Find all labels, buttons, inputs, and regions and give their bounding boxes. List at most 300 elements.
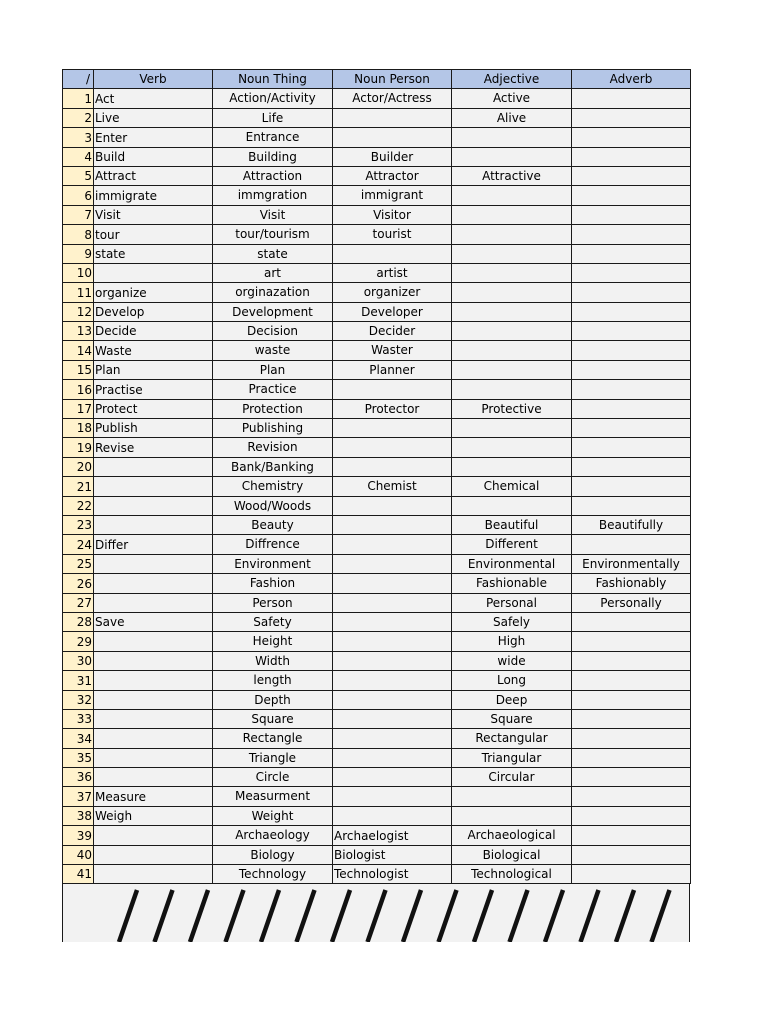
row-number-cell[interactable]: 38: [63, 806, 94, 825]
row-number-cell[interactable]: 40: [63, 845, 94, 864]
table-row: [63, 845, 691, 864]
noun-person-cell[interactable]: [333, 574, 452, 593]
adverb-cell[interactable]: [572, 244, 691, 263]
noun-person-cell[interactable]: Actor/Actress: [333, 89, 452, 108]
slash-mark: [119, 890, 137, 942]
adverb-cell[interactable]: [572, 341, 691, 360]
column-header-adjective[interactable]: Adjective: [452, 70, 572, 89]
adjective-cell[interactable]: Biological: [452, 845, 572, 864]
row-number-cell[interactable]: 26: [63, 574, 94, 593]
table-row: [63, 729, 691, 748]
noun-person-cell[interactable]: Builder: [333, 147, 452, 166]
table-row: [63, 690, 691, 709]
adjective-cell[interactable]: Triangular: [452, 748, 572, 767]
noun-person-cell[interactable]: [333, 787, 452, 806]
noun-thing-cell[interactable]: length: [213, 671, 333, 690]
noun-thing-cell[interactable]: Diffrence: [213, 535, 333, 554]
adjective-cell[interactable]: [452, 302, 572, 321]
adjective-cell[interactable]: [452, 147, 572, 166]
verb-cell[interactable]: [94, 263, 213, 282]
verb-cell[interactable]: [94, 748, 213, 767]
noun-person-cell[interactable]: Technologist: [333, 865, 452, 884]
adverb-cell[interactable]: Environmentally: [572, 554, 691, 573]
slash-mark: [155, 890, 173, 942]
adverb-cell[interactable]: [572, 438, 691, 457]
verb-cell[interactable]: Waste: [94, 341, 213, 360]
verb-cell[interactable]: Weigh: [94, 806, 213, 825]
noun-thing-cell[interactable]: Plan: [213, 360, 333, 379]
noun-thing-cell[interactable]: Publishing: [213, 419, 333, 438]
row-number-cell[interactable]: 39: [63, 826, 94, 845]
adjective-cell[interactable]: Alive: [452, 108, 572, 127]
slash-mark: [226, 890, 244, 942]
verb-cell[interactable]: immigrate: [94, 186, 213, 205]
verb-cell[interactable]: Enter: [94, 128, 213, 147]
verb-cell[interactable]: [94, 593, 213, 612]
table-row: [63, 535, 691, 554]
noun-person-cell[interactable]: Visitor: [333, 205, 452, 224]
table-row: [63, 322, 691, 341]
noun-person-cell[interactable]: [333, 748, 452, 767]
noun-person-cell[interactable]: Archaelogist: [333, 826, 452, 845]
adverb-cell[interactable]: [572, 787, 691, 806]
adverb-cell[interactable]: [572, 263, 691, 282]
noun-thing-cell[interactable]: Chemistry: [213, 477, 333, 496]
adjective-cell[interactable]: [452, 457, 572, 476]
noun-person-cell[interactable]: [333, 535, 452, 554]
adverb-cell[interactable]: [572, 845, 691, 864]
verb-cell[interactable]: [94, 729, 213, 748]
adverb-cell[interactable]: [572, 108, 691, 127]
row-number-cell[interactable]: 10: [63, 263, 94, 282]
noun-person-cell[interactable]: immigrant: [333, 186, 452, 205]
adverb-cell[interactable]: [572, 671, 691, 690]
verb-cell[interactable]: [94, 457, 213, 476]
table-row: [63, 632, 691, 651]
row-number-cell[interactable]: 21: [63, 477, 94, 496]
adjective-cell[interactable]: [452, 787, 572, 806]
noun-thing-cell[interactable]: Protection: [213, 399, 333, 418]
noun-thing-cell[interactable]: Entrance: [213, 128, 333, 147]
verb-cell[interactable]: Act: [94, 89, 213, 108]
adjective-cell[interactable]: High: [452, 632, 572, 651]
noun-thing-cell[interactable]: Action/Activity: [213, 89, 333, 108]
row-number-cell[interactable]: 34: [63, 729, 94, 748]
noun-person-cell[interactable]: organizer: [333, 283, 452, 302]
adverb-cell[interactable]: [572, 709, 691, 728]
noun-person-cell[interactable]: Chemist: [333, 477, 452, 496]
verb-cell[interactable]: [94, 477, 213, 496]
verb-cell[interactable]: Develop: [94, 302, 213, 321]
noun-thing-cell[interactable]: Measurment: [213, 787, 333, 806]
noun-person-cell[interactable]: [333, 496, 452, 515]
adjective-cell[interactable]: Safely: [452, 612, 572, 631]
adjective-cell[interactable]: [452, 380, 572, 399]
table-row: [63, 787, 691, 806]
table-row: [63, 671, 691, 690]
adverb-cell[interactable]: [572, 535, 691, 554]
adjective-cell[interactable]: [452, 419, 572, 438]
noun-thing-cell[interactable]: Depth: [213, 690, 333, 709]
noun-person-cell[interactable]: [333, 768, 452, 787]
noun-person-cell[interactable]: [333, 438, 452, 457]
adjective-cell[interactable]: Square: [452, 709, 572, 728]
verb-cell[interactable]: [94, 671, 213, 690]
row-number-cell[interactable]: 2: [63, 108, 94, 127]
noun-person-cell[interactable]: [333, 651, 452, 670]
row-number-cell[interactable]: 8: [63, 225, 94, 244]
noun-person-cell[interactable]: [333, 729, 452, 748]
noun-person-cell[interactable]: Biologist: [333, 845, 452, 864]
table-row: [63, 438, 691, 457]
slash-mark: [474, 890, 492, 942]
adjective-cell[interactable]: [452, 806, 572, 825]
verb-cell[interactable]: Differ: [94, 535, 213, 554]
adjective-cell[interactable]: [452, 496, 572, 515]
adverb-cell[interactable]: [572, 128, 691, 147]
row-number-cell[interactable]: 17: [63, 399, 94, 418]
row-number-cell[interactable]: 18: [63, 419, 94, 438]
slash-decoration: [63, 884, 689, 942]
noun-thing-cell[interactable]: Rectangle: [213, 729, 333, 748]
verb-cell[interactable]: [94, 826, 213, 845]
row-number-cell[interactable]: 23: [63, 515, 94, 534]
adjective-cell[interactable]: [452, 225, 572, 244]
adjective-cell[interactable]: Beautiful: [452, 515, 572, 534]
table-row: [63, 806, 691, 825]
noun-thing-cell[interactable]: Practice: [213, 380, 333, 399]
noun-thing-cell[interactable]: Archaeology: [213, 826, 333, 845]
adjective-cell[interactable]: Technological: [452, 865, 572, 884]
vocabulary-sheet: [62, 69, 690, 942]
noun-person-cell[interactable]: [333, 515, 452, 534]
noun-person-cell[interactable]: [333, 806, 452, 825]
noun-person-cell[interactable]: [333, 108, 452, 127]
adjective-cell[interactable]: Archaeological: [452, 826, 572, 845]
noun-thing-cell[interactable]: art: [213, 263, 333, 282]
slash-mark: [545, 890, 563, 942]
adverb-cell[interactable]: [572, 729, 691, 748]
noun-thing-cell[interactable]: tour/tourism: [213, 225, 333, 244]
noun-person-cell[interactable]: [333, 457, 452, 476]
table-row: [63, 128, 691, 147]
verb-cell[interactable]: [94, 554, 213, 573]
verb-cell[interactable]: [94, 690, 213, 709]
adjective-cell[interactable]: [452, 322, 572, 341]
row-number-cell[interactable]: 20: [63, 457, 94, 476]
adverb-cell[interactable]: [572, 186, 691, 205]
table-row: [63, 380, 691, 399]
adverb-cell[interactable]: [572, 612, 691, 631]
noun-thing-cell[interactable]: orginazation: [213, 283, 333, 302]
adjective-cell[interactable]: Protective: [452, 399, 572, 418]
adverb-cell[interactable]: Beautifully: [572, 515, 691, 534]
adjective-cell[interactable]: Circular: [452, 768, 572, 787]
adverb-cell[interactable]: [572, 826, 691, 845]
adjective-cell[interactable]: Active: [452, 89, 572, 108]
adverb-cell[interactable]: [572, 496, 691, 515]
noun-person-cell[interactable]: [333, 554, 452, 573]
noun-thing-cell[interactable]: Technology: [213, 865, 333, 884]
verb-cell[interactable]: [94, 574, 213, 593]
noun-person-cell[interactable]: [333, 128, 452, 147]
adverb-cell[interactable]: [572, 457, 691, 476]
row-number-cell[interactable]: 13: [63, 322, 94, 341]
slash-mark: [297, 890, 315, 942]
noun-thing-cell[interactable]: Wood/Woods: [213, 496, 333, 515]
noun-thing-cell[interactable]: Circle: [213, 768, 333, 787]
table-row: [63, 147, 691, 166]
verb-cell[interactable]: [94, 845, 213, 864]
table-row: [63, 709, 691, 728]
adjective-cell[interactable]: [452, 263, 572, 282]
row-number-cell[interactable]: 19: [63, 438, 94, 457]
row-number-cell[interactable]: 12: [63, 302, 94, 321]
noun-person-cell[interactable]: [333, 244, 452, 263]
noun-thing-cell[interactable]: immgration: [213, 186, 333, 205]
adjective-cell[interactable]: Personal: [452, 593, 572, 612]
adjective-cell[interactable]: Deep: [452, 690, 572, 709]
noun-thing-cell[interactable]: Attraction: [213, 166, 333, 185]
row-number-cell[interactable]: 6: [63, 186, 94, 205]
adverb-cell[interactable]: [572, 302, 691, 321]
adjective-cell[interactable]: [452, 186, 572, 205]
adverb-cell[interactable]: [572, 651, 691, 670]
noun-person-cell[interactable]: [333, 709, 452, 728]
adverb-cell[interactable]: [572, 477, 691, 496]
row-number-cell[interactable]: 24: [63, 535, 94, 554]
column-header-noun-thing[interactable]: Noun Thing: [213, 70, 333, 89]
noun-thing-cell[interactable]: Safety: [213, 612, 333, 631]
adverb-cell[interactable]: [572, 322, 691, 341]
slash-mark: [403, 890, 421, 942]
adverb-cell[interactable]: [572, 632, 691, 651]
verb-cell[interactable]: Practise: [94, 380, 213, 399]
adverb-cell[interactable]: [572, 419, 691, 438]
noun-person-cell[interactable]: Planner: [333, 360, 452, 379]
adjective-cell[interactable]: [452, 205, 572, 224]
verb-cell[interactable]: [94, 709, 213, 728]
noun-thing-cell[interactable]: Development: [213, 302, 333, 321]
row-number-cell[interactable]: 5: [63, 166, 94, 185]
verb-cell[interactable]: [94, 496, 213, 515]
noun-thing-cell[interactable]: Beauty: [213, 515, 333, 534]
adverb-cell[interactable]: [572, 283, 691, 302]
word-forms-table: [62, 69, 691, 884]
table-row: [63, 865, 691, 884]
slash-mark: [652, 890, 670, 942]
verb-cell[interactable]: [94, 865, 213, 884]
noun-person-cell[interactable]: [333, 671, 452, 690]
noun-person-cell[interactable]: Waster: [333, 341, 452, 360]
noun-person-cell[interactable]: [333, 612, 452, 631]
adverb-cell[interactable]: [572, 147, 691, 166]
noun-thing-cell[interactable]: Decision: [213, 322, 333, 341]
row-number-cell[interactable]: 31: [63, 671, 94, 690]
noun-thing-cell[interactable]: Height: [213, 632, 333, 651]
table-body: [63, 89, 691, 884]
adverb-cell[interactable]: [572, 380, 691, 399]
adjective-cell[interactable]: [452, 283, 572, 302]
verb-cell[interactable]: Plan: [94, 360, 213, 379]
row-number-cell[interactable]: 11: [63, 283, 94, 302]
adjective-cell[interactable]: Long: [452, 671, 572, 690]
noun-thing-cell[interactable]: Biology: [213, 845, 333, 864]
verb-cell[interactable]: Live: [94, 108, 213, 127]
adverb-cell[interactable]: [572, 806, 691, 825]
table-row: [63, 554, 691, 573]
verb-cell[interactable]: Visit: [94, 205, 213, 224]
column-header-noun-person[interactable]: Noun Person: [333, 70, 452, 89]
noun-thing-cell[interactable]: Width: [213, 651, 333, 670]
noun-person-cell[interactable]: Decider: [333, 322, 452, 341]
verb-cell[interactable]: [94, 515, 213, 534]
row-number-cell[interactable]: 14: [63, 341, 94, 360]
noun-thing-cell[interactable]: state: [213, 244, 333, 263]
row-number-cell[interactable]: 27: [63, 593, 94, 612]
table-row: [63, 457, 691, 476]
adjective-cell[interactable]: [452, 128, 572, 147]
row-number-cell[interactable]: 35: [63, 748, 94, 767]
noun-person-cell[interactable]: Developer: [333, 302, 452, 321]
adverb-cell[interactable]: [572, 690, 691, 709]
verb-cell[interactable]: [94, 768, 213, 787]
adjective-cell[interactable]: [452, 341, 572, 360]
slash-mark: [368, 890, 386, 942]
noun-thing-cell[interactable]: Visit: [213, 205, 333, 224]
adjective-cell[interactable]: Different: [452, 535, 572, 554]
table-row: [63, 341, 691, 360]
row-number-cell[interactable]: 9: [63, 244, 94, 263]
noun-person-cell[interactable]: [333, 690, 452, 709]
noun-person-cell[interactable]: [333, 593, 452, 612]
noun-person-cell[interactable]: [333, 380, 452, 399]
noun-thing-cell[interactable]: Life: [213, 108, 333, 127]
adjective-cell[interactable]: Environmental: [452, 554, 572, 573]
noun-thing-cell[interactable]: Person: [213, 593, 333, 612]
adjective-cell[interactable]: [452, 244, 572, 263]
verb-cell[interactable]: Publish: [94, 419, 213, 438]
table-row: [63, 205, 691, 224]
slash-mark: [581, 890, 599, 942]
row-number-cell[interactable]: 1: [63, 89, 94, 108]
table-row: [63, 399, 691, 418]
noun-person-cell[interactable]: [333, 632, 452, 651]
adverb-cell[interactable]: [572, 768, 691, 787]
row-number-cell[interactable]: 32: [63, 690, 94, 709]
table-row: [63, 89, 691, 108]
table-row: [63, 574, 691, 593]
adverb-cell[interactable]: [572, 225, 691, 244]
table-row: [63, 768, 691, 787]
row-number-cell[interactable]: 30: [63, 651, 94, 670]
adverb-cell[interactable]: [572, 399, 691, 418]
verb-cell[interactable]: Revise: [94, 438, 213, 457]
adverb-cell[interactable]: Fashionably: [572, 574, 691, 593]
adjective-cell[interactable]: Attractive: [452, 166, 572, 185]
noun-thing-cell[interactable]: Building: [213, 147, 333, 166]
noun-person-cell[interactable]: Attractor: [333, 166, 452, 185]
noun-thing-cell[interactable]: Weight: [213, 806, 333, 825]
noun-person-cell[interactable]: tourist: [333, 225, 452, 244]
noun-thing-cell[interactable]: Fashion: [213, 574, 333, 593]
row-number-cell[interactable]: 7: [63, 205, 94, 224]
adjective-cell[interactable]: [452, 360, 572, 379]
adjective-cell[interactable]: Chemical: [452, 477, 572, 496]
noun-person-cell[interactable]: artist: [333, 263, 452, 282]
row-number-cell[interactable]: 29: [63, 632, 94, 651]
adjective-cell[interactable]: Fashionable: [452, 574, 572, 593]
row-number-cell[interactable]: 3: [63, 128, 94, 147]
adverb-cell[interactable]: [572, 360, 691, 379]
adjective-cell[interactable]: wide: [452, 651, 572, 670]
slash-mark: [332, 890, 350, 942]
table-row: [63, 651, 691, 670]
verb-cell[interactable]: Save: [94, 612, 213, 631]
row-number-cell[interactable]: 25: [63, 554, 94, 573]
row-number-cell[interactable]: 36: [63, 768, 94, 787]
row-number-cell[interactable]: 15: [63, 360, 94, 379]
table-row: [63, 263, 691, 282]
verb-cell[interactable]: state: [94, 244, 213, 263]
noun-thing-cell[interactable]: Revision: [213, 438, 333, 457]
noun-person-cell[interactable]: [333, 419, 452, 438]
adverb-cell[interactable]: Personally: [572, 593, 691, 612]
slash-mark: [616, 890, 634, 942]
adverb-cell[interactable]: [572, 166, 691, 185]
noun-thing-cell[interactable]: waste: [213, 341, 333, 360]
column-header-verb[interactable]: Verb: [94, 70, 213, 89]
verb-cell[interactable]: [94, 632, 213, 651]
column-header-adverb[interactable]: Adverb: [572, 70, 691, 89]
adverb-cell[interactable]: [572, 748, 691, 767]
verb-cell[interactable]: Protect: [94, 399, 213, 418]
adjective-cell[interactable]: [452, 438, 572, 457]
row-number-cell[interactable]: 4: [63, 147, 94, 166]
noun-thing-cell[interactable]: Bank/Banking: [213, 457, 333, 476]
verb-cell[interactable]: Build: [94, 147, 213, 166]
noun-thing-cell[interactable]: Triangle: [213, 748, 333, 767]
verb-cell[interactable]: Attract: [94, 166, 213, 185]
footer-band: [62, 884, 690, 942]
row-number-cell[interactable]: 37: [63, 787, 94, 806]
verb-cell[interactable]: Decide: [94, 322, 213, 341]
noun-thing-cell[interactable]: Square: [213, 709, 333, 728]
verb-cell[interactable]: organize: [94, 283, 213, 302]
row-number-cell[interactable]: 41: [63, 865, 94, 884]
table-row: [63, 283, 691, 302]
row-number-cell[interactable]: 16: [63, 380, 94, 399]
adverb-cell[interactable]: [572, 205, 691, 224]
table-row: [63, 593, 691, 612]
noun-person-cell[interactable]: Protector: [333, 399, 452, 418]
table-row: [63, 108, 691, 127]
row-number-cell[interactable]: 28: [63, 612, 94, 631]
table-row: [63, 515, 691, 534]
verb-cell[interactable]: tour: [94, 225, 213, 244]
row-number-cell[interactable]: 22: [63, 496, 94, 515]
noun-thing-cell[interactable]: Environment: [213, 554, 333, 573]
slash-mark: [261, 890, 279, 942]
adverb-cell[interactable]: [572, 89, 691, 108]
adverb-cell[interactable]: [572, 865, 691, 884]
verb-cell[interactable]: Measure: [94, 787, 213, 806]
table-row: [63, 166, 691, 185]
corner-cell[interactable]: /: [63, 70, 94, 89]
verb-cell[interactable]: [94, 651, 213, 670]
row-number-cell[interactable]: 33: [63, 709, 94, 728]
adjective-cell[interactable]: Rectangular: [452, 729, 572, 748]
